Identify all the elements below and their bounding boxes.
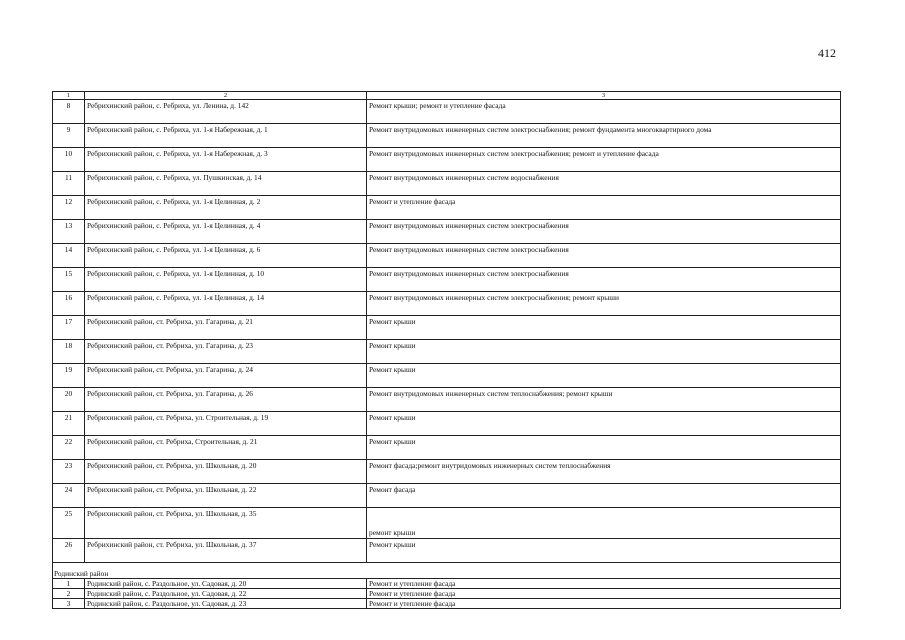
row-number: 17: [53, 316, 85, 340]
header-col-2: 2: [85, 92, 367, 100]
table-row: [53, 172, 841, 196]
section-header-row: [53, 563, 841, 579]
row-number: 20: [53, 388, 85, 412]
page-number: 412: [818, 46, 836, 60]
row-address: Родинский район, с. Раздольное, ул. Садовая, д. 22: [85, 589, 367, 599]
row-address: Родинский район, с. Раздольное, ул. Садовая, д. 20: [85, 579, 367, 589]
row-address: Ребрихинский район, с. Ребриха, ул. 1-я Целинная, д. 2: [85, 196, 367, 220]
table-row: [53, 508, 841, 539]
row-work: Ремонт и утепление фасада: [367, 196, 841, 220]
row-address: Родинский район, с. Раздольное, ул. Садовая, д. 23: [85, 599, 367, 609]
table-row: [53, 196, 841, 220]
row-number: 8: [53, 100, 85, 124]
row-work: Ремонт фасада;ремонт внутридомовых инженерных систем теплоснабжения: [367, 460, 841, 484]
row-number: 13: [53, 220, 85, 244]
row-address: Ребрихинский район, ст. Ребриха, ул. Школьная, д. 35: [85, 508, 367, 539]
header-col-3: 3: [367, 92, 841, 100]
table-row: [53, 124, 841, 148]
row-address: Ребрихинский район, с. Ребриха, ул. Пушкинская, д. 14: [85, 172, 367, 196]
row-work: Ремонт внутридомовых инженерных систем электроснабжения: [367, 244, 841, 268]
row-number: 16: [53, 292, 85, 316]
row-work: Ремонт и утепление фасада: [367, 599, 841, 609]
row-address: Ребрихинский район, ст. Ребриха, ул. Гагарина, д. 24: [85, 364, 367, 388]
table-row: [53, 268, 841, 292]
table-header-row: [53, 92, 841, 100]
section-title: Родинский район: [53, 563, 841, 579]
row-address: Ребрихинский район, с. Ребриха, ул. 1-я Целинная, д. 10: [85, 268, 367, 292]
row-work: Ремонт крыши: [367, 340, 841, 364]
table-row: [53, 599, 841, 609]
row-number: 15: [53, 268, 85, 292]
row-number: 21: [53, 412, 85, 436]
row-number: 14: [53, 244, 85, 268]
row-work: Ремонт внутридомовых инженерных систем электроснабжения; ремонт фундамента многоквартирного дома: [367, 124, 841, 148]
row-work: Ремонт крыши: [367, 539, 841, 563]
row-number: 25: [53, 508, 85, 539]
row-number: 11: [53, 172, 85, 196]
row-number: 12: [53, 196, 85, 220]
row-work: Ремонт внутридомовых инженерных систем электроснабжения; ремонт и утепление фасада: [367, 148, 841, 172]
table-row: [53, 589, 841, 599]
table-row: [53, 292, 841, 316]
row-address: Ребрихинский район, с. Ребриха, ул. 1-я Целинная, д. 6: [85, 244, 367, 268]
row-address: Ребрихинский район, с. Ребриха, ул. Ленина, д. 142: [85, 100, 367, 124]
row-address: Ребрихинский район, ст. Ребриха, ул. Школьная, д. 37: [85, 539, 367, 563]
row-number: 18: [53, 340, 85, 364]
row-number: 24: [53, 484, 85, 508]
row-number: 22: [53, 436, 85, 460]
row-work: Ремонт и утепление фасада: [367, 579, 841, 589]
row-work: Ремонт крыши: [367, 316, 841, 340]
row-work: Ремонт фасада: [367, 484, 841, 508]
table-row: [53, 436, 841, 460]
row-address: Ребрихинский район, ст. Ребриха, ул. Гагарина, д. 23: [85, 340, 367, 364]
row-address: Ребрихинский район, с. Ребриха, ул. 1-я Целинная, д. 14: [85, 292, 367, 316]
table-row: [53, 579, 841, 589]
row-work: Ремонт внутридомовых инженерных систем водоснабжения: [367, 172, 841, 196]
row-address: Ребрихинский район, ст. Ребриха, ул. Строительная, д. 19: [85, 412, 367, 436]
row-address: Ребрихинский район, с. Ребриха, ул. 1-я Набережная, д. 3: [85, 148, 367, 172]
row-work: ремонт крыши: [367, 508, 841, 539]
row-address: Ребрихинский район, ст. Ребриха, Строительная, д. 21: [85, 436, 367, 460]
row-work: Ремонт внутридомовых инженерных систем электроснабжения: [367, 220, 841, 244]
table-row: [53, 148, 841, 172]
row-work: Ремонт крыши; ремонт и утепление фасада: [367, 100, 841, 124]
table-row: [53, 244, 841, 268]
row-number: 10: [53, 148, 85, 172]
row-number: 1: [53, 579, 85, 589]
row-address: Ребрихинский район, с. Ребриха, ул. 1-я Набережная, д. 1: [85, 124, 367, 148]
row-work: Ремонт внутридомовых инженерных систем теплоснабжения; ремонт крыши: [367, 388, 841, 412]
table-row: [53, 484, 841, 508]
row-number: 26: [53, 539, 85, 563]
row-number: 23: [53, 460, 85, 484]
table-row: [53, 220, 841, 244]
row-address: Ребрихинский район, ст. Ребриха, ул. Школьная, д. 22: [85, 484, 367, 508]
table-row: [53, 460, 841, 484]
header-col-1: 1: [53, 92, 85, 100]
repair-table: [52, 91, 841, 609]
table-row: [53, 388, 841, 412]
row-address: Ребрихинский район, ст. Ребриха, ул. Гагарина, д. 26: [85, 388, 367, 412]
table-row: [53, 412, 841, 436]
row-number: 3: [53, 599, 85, 609]
row-number: 2: [53, 589, 85, 599]
row-address: Ребрихинский район, с. Ребриха, ул. 1-я Целинная, д. 4: [85, 220, 367, 244]
row-work: Ремонт внутридомовых инженерных систем электроснабжения: [367, 268, 841, 292]
table-row: [53, 316, 841, 340]
row-number: 9: [53, 124, 85, 148]
row-work: Ремонт крыши: [367, 364, 841, 388]
row-work: Ремонт внутридомовых инженерных систем электроснабжения; ремонт крыши: [367, 292, 841, 316]
table-row: [53, 364, 841, 388]
table-row: [53, 539, 841, 563]
row-address: Ребрихинский район, ст. Ребриха, ул. Гагарина, д. 21: [85, 316, 367, 340]
row-work: Ремонт крыши: [367, 436, 841, 460]
row-address: Ребрихинский район, ст. Ребриха, ул. Школьная, д. 20: [85, 460, 367, 484]
row-number: 19: [53, 364, 85, 388]
table-row: [53, 100, 841, 124]
row-work: Ремонт крыши: [367, 412, 841, 436]
table-row: [53, 340, 841, 364]
row-work: Ремонт и утепление фасада: [367, 589, 841, 599]
